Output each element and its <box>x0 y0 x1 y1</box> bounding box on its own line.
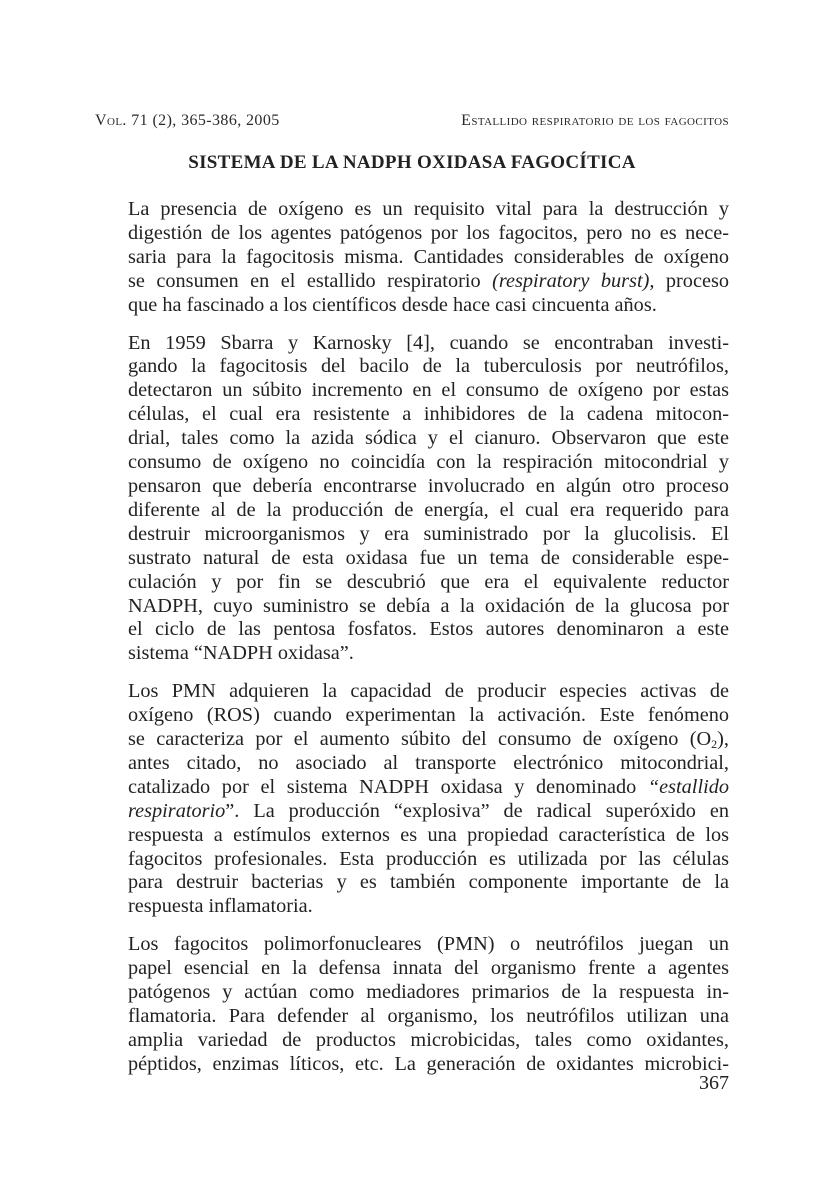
text-line: antes citado, no asociado al transporte electrónico mitocondrial, <box>128 751 729 774</box>
text-line: patógenos y actúan como mediadores primarios de la respuesta in- <box>128 981 729 1004</box>
text-line: respiratorio”. La producción “explosiva” de radical superóxido en <box>128 799 729 822</box>
section-title: SISTEMA DE LA NADPH OXIDASA FAGOCÍTICA <box>188 152 636 173</box>
text-line: flamatoria. Para defender al organismo, los neutrófilos utilizan una <box>128 1005 729 1027</box>
italic-term: (respiratory burst), <box>492 269 655 292</box>
text-line: se consumen en el estallido respiratorio (respiratory burst), proceso <box>128 269 729 292</box>
text-line: papel esencial en la defensa innata del organismo frente a agentes <box>128 957 729 980</box>
text-line: se caracteriza por el aumento súbito del consumo de oxígeno $(O_2)$, <box>128 728 729 752</box>
paragraph-3 <box>95 680 729 919</box>
text-line: respuesta a estímulos externos es una propiedad característica de los <box>128 823 729 846</box>
text-line: NADPH, cuyo suministro se debía a la oxidación de la glucosa por <box>128 594 729 617</box>
text-line: La presencia de oxígeno es un requisito vital para la destrucción y <box>128 198 729 220</box>
running-head-right: Estallido respiratorio de los fagocitos <box>461 112 729 129</box>
text-line: sistema “NADPH oxidasa”. <box>128 642 354 665</box>
paragraph-2 <box>95 332 729 667</box>
paragraph-1 <box>95 198 729 318</box>
text-line: oxígeno (ROS) cuando experimentan la activación. Este fenómeno <box>128 704 729 727</box>
paragraph-4 <box>95 933 729 1076</box>
text-line: gando la fagocitosis del bacilo de la tuberculosis por neutrófilos, <box>128 355 729 378</box>
text-line: Los PMN adquieren la capacidad de producir especies activas de <box>128 680 729 703</box>
subscript: 2 <box>711 737 718 752</box>
text-line: diferente al de la producción de energía, el cual era requerido para <box>128 498 729 521</box>
page-number: 367 <box>699 1072 729 1094</box>
text-line: Los fagocitos polimorfonucleares (PMN) o neutrófilos juegan un <box>128 933 729 956</box>
text-line: drial, tales como la azida sódica y el cianuro. Observaron que este <box>128 427 729 450</box>
text-line: culación y por fin se descubrió que era el equivalente reductor <box>128 570 729 593</box>
text-line: respuesta inflamatoria. <box>128 895 313 918</box>
text-line: saria para la fagocitosis misma. Cantidades considerables de oxígeno <box>128 245 729 268</box>
italic-term: “estallido <box>647 775 729 798</box>
text-line: que ha fascinado a los científicos desde hace casi cincuenta años. <box>128 293 657 316</box>
text-line: destruir microorganismos y era suministrado por la glucolisis. El <box>128 522 729 545</box>
text-line: En 1959 Sbarra y Karnosky [4], cuando se encontraban investi- <box>128 331 729 354</box>
body-text <box>95 198 729 1077</box>
running-head-left: Vol. 71 (2), 365-386, 2005 <box>95 112 280 129</box>
text-line: detectaron un súbito incremento en el consumo de oxígeno por estas <box>128 379 729 402</box>
text-line: el ciclo de las pentosa fosfatos. Estos autores denominaron a este <box>128 618 729 641</box>
running-head <box>95 112 729 130</box>
text-line: péptidos, enzimas líticos, etc. La generación de oxidantes microbici- <box>128 1052 729 1075</box>
text-line: sustrato natural de esta oxidasa fue un tema de considerable espe- <box>128 546 729 569</box>
italic-term: respiratorio <box>128 799 226 822</box>
text-line: catalizado por el sistema NADPH oxidasa y denominado “estallido <box>128 775 729 798</box>
text-line: para destruir bacterias y es también componente importante de la <box>128 871 729 894</box>
text-line: células, el cual era resistente a inhibidores de la cadena mitocon- <box>128 403 729 426</box>
text-line: consumo de oxígeno no coincidía con la respiración mitocondrial y <box>128 451 729 474</box>
text-line: fagocitos profesionales. Esta producción es utilizada por las células <box>128 847 729 870</box>
text-line: amplia variedad de productos microbicidas, tales como oxidantes, <box>128 1028 729 1051</box>
text-line: digestión de los agentes patógenos por los fagocitos, pero no es nece- <box>128 221 729 244</box>
text-line: pensaron que debería encontrarse involucrado en algún otro proceso <box>128 474 729 497</box>
